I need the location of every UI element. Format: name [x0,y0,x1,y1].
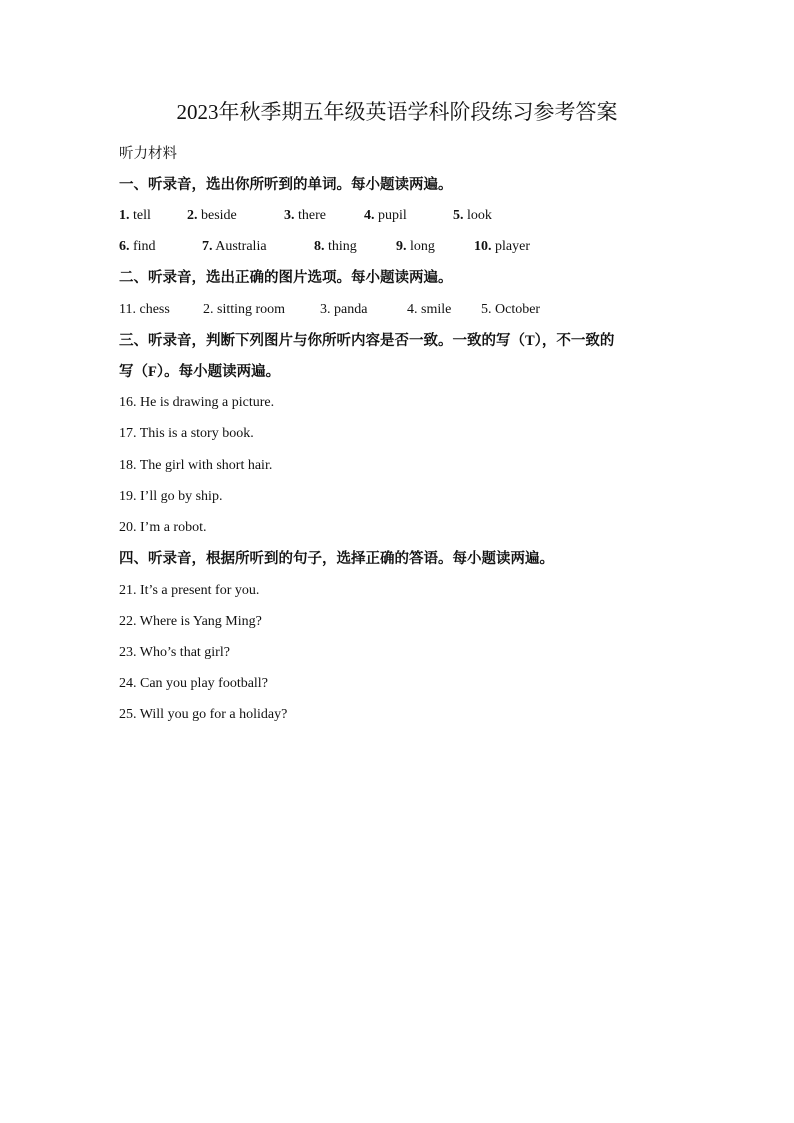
part1-item: 2. beside [187,208,237,223]
part1-item: 6. find [119,239,156,254]
part1-item: 7. Australia [202,239,267,254]
part4-heading: 四、听录音，根据所听到的句子，选择正确的答语。每小题读两遍。 [119,551,554,567]
part1-item: 4. pupil [364,208,407,223]
part1-item: 5. look [453,208,492,223]
part1-item: 10. player [474,239,530,254]
part2-item: 4. smile [407,302,452,317]
section-label: 听力材料 [119,146,177,162]
part4-item: 24. Can you play football? [119,676,268,691]
part1-heading: 一、听录音，选出你所听到的单词。每小题读两遍。 [119,177,453,193]
part2-item: 11. chess [119,302,170,317]
part4-item: 21. It’s a present for you. [119,583,260,598]
part2-item: 5. October [481,302,541,317]
part3-item: 16. He is drawing a picture. [119,395,275,410]
part4-item: 22. Where is Yang Ming? [119,614,262,629]
part2-item: 3. panda [320,302,368,317]
part3-item: 19. I’ll go by ship. [119,489,223,504]
part3-item: 20. I’m a robot. [119,520,207,535]
part3-item: 18. The girl with short hair. [119,458,273,473]
part2-heading: 二、听录音，选出正确的图片选项。每小题读两遍。 [119,270,453,286]
part3-item: 17. This is a story book. [119,426,254,441]
part1-item: 8. thing [314,239,357,254]
part4-item: 23. Who’s that girl? [119,645,230,660]
document-title: 2023年秋季期五年级英语学科阶段练习参考答案 [176,100,618,124]
part1-item: 3. there [284,208,326,223]
part2-item: 2. sitting room [203,302,286,317]
part1-item: 1. tell [119,208,151,223]
part3-heading-line2: 写（F）。每小题读两遍。 [119,364,281,380]
part4-item: 25. Will you go for a holiday? [119,707,288,722]
part3-heading-line1: 三、听录音，判断下列图片与你所听内容是否一致。一致的写（T），不一致的 [119,333,615,349]
part1-item: 9. long [396,239,435,254]
